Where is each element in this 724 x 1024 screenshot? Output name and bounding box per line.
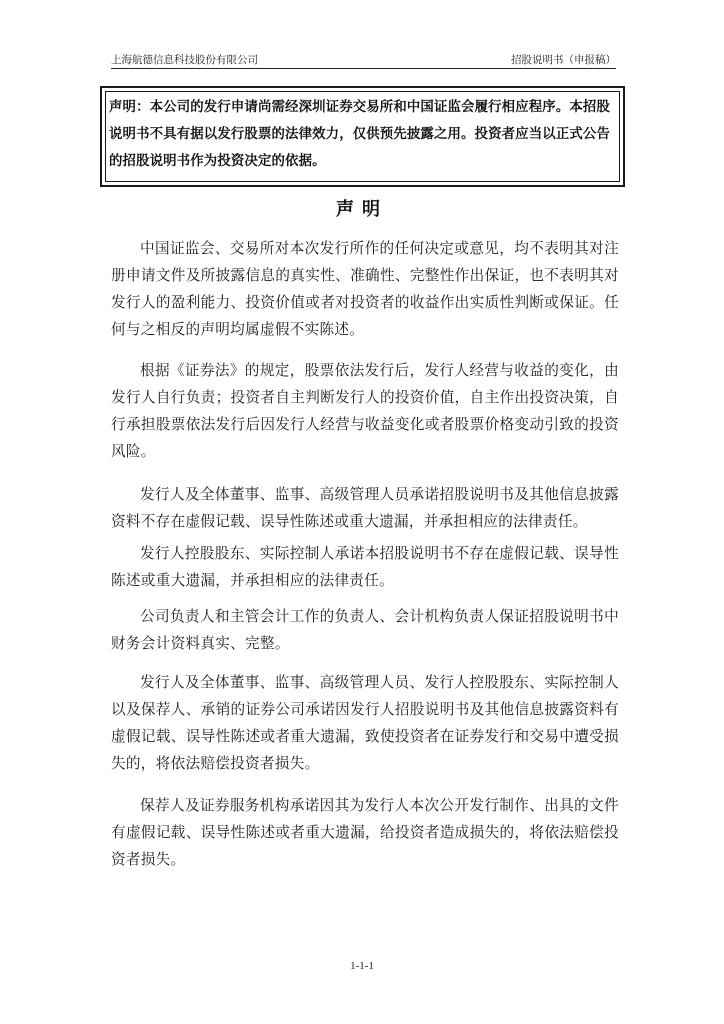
header-document-type: 招股说明书（申报稿） xyxy=(511,54,616,66)
header-company-name: 上海航德信息科技股份有限公司 xyxy=(111,54,258,66)
paragraph-4: 发行人控股股东、实际控制人承诺本招股说明书不存在虚假记载、误导性陈述或重大遗漏，并承担相应的法律责任。 xyxy=(111,545,619,589)
page-header xyxy=(111,50,616,69)
paragraph-6: 发行人及全体董事、监事、高级管理人员、发行人控股股东、实际控制人以及保荐人、承销的证券公司承诺因发行人招股说明书及其他信息披露资料有虚假记载、误导性陈述或者重大遗漏，致使投资者在证券发行和交易中遭受损失的，将依法赔偿投资者损失。 xyxy=(111,674,619,772)
page-title: 声明 xyxy=(336,199,388,220)
paragraph-3: 发行人及全体董事、监事、高级管理人员承诺招股说明书及其他信息披露资料不存在虚假记载、误导性陈述或重大遗漏，并承担相应的法律责任。 xyxy=(111,486,619,530)
notice-text: 声明：本公司的发行申请尚需经深圳证券交易所和中国证监会履行相应程序。本招股说明书不具有据以发行股票的法律效力，仅供预先披露之用。投资者应当以正式公告的招股说明书作为投资决定的依据。 xyxy=(109,100,611,169)
page-number: 1-1-1 xyxy=(350,960,374,972)
paragraph-1: 中国证监会、交易所对本次发行所作的任何决定或意见，均不表明其对注册申请文件及所披露信息的真实性、准确性、完整性作出保证，也不表明其对发行人的盈利能力、投资价值或者对投资者的收益作出实质性判断或保证。任何与之相反的声明均属虚假不实陈述。 xyxy=(111,240,619,338)
paragraph-5: 公司负责人和主管会计工作的负责人、会计机构负责人保证招股说明书中财务会计资料真实、完整。 xyxy=(111,608,619,652)
paragraph-7: 保荐人及证券服务机构承诺因其为发行人本次公开发行制作、出具的文件有虚假记载、误导性陈述或者重大遗漏，给投资者造成损失的，将依法赔偿投资者损失。 xyxy=(111,797,619,868)
paragraph-2: 根据《证券法》的规定，股票依法发行后，发行人经营与收益的变化，由发行人自行负责；投资者自主判断发行人的投资价值，自主作出投资决策，自行承担股票依法发行后因发行人经营与收益变化或者股票价格变动引致的投资风险。 xyxy=(111,362,619,460)
notice-box xyxy=(100,86,625,187)
